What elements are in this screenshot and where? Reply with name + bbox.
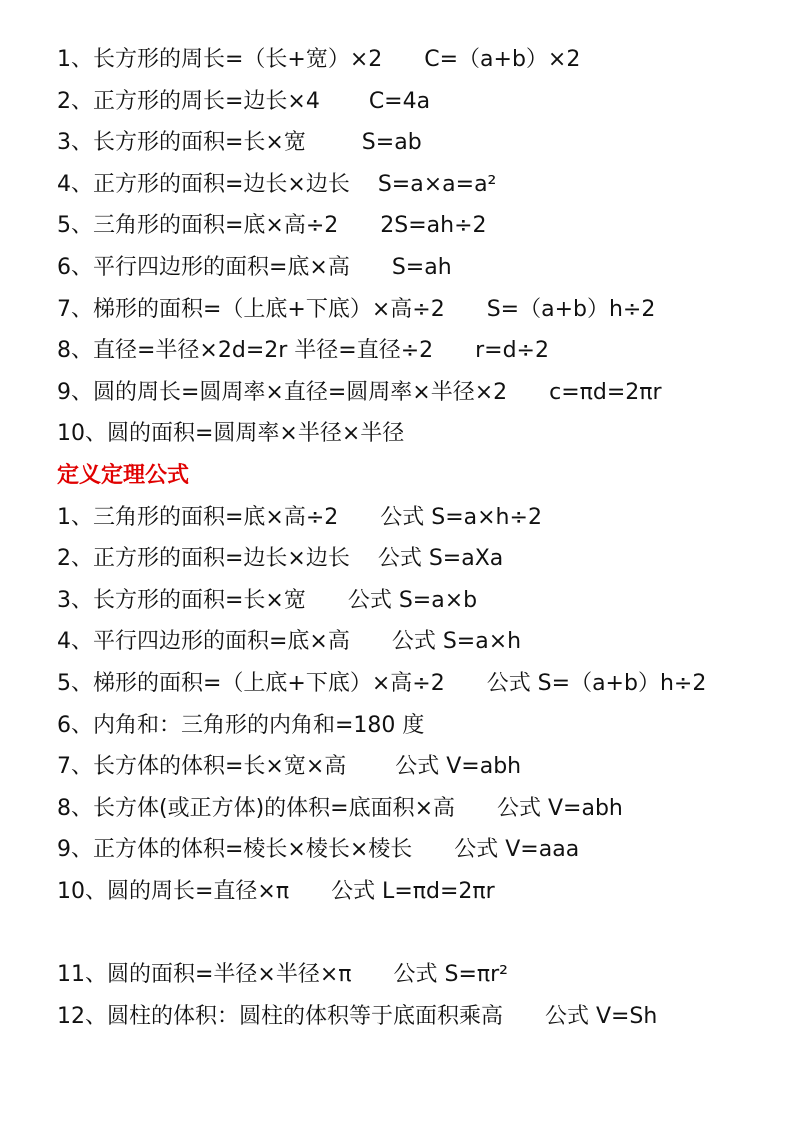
formula-line-1: 1、长方形的周长=（长+宽）×2 C=（a+b）×2 xyxy=(57,47,581,72)
definition-line-2: 2、正方形的面积=边长×边长 公式 S=aXa xyxy=(57,546,504,571)
section-heading: 定义定理公式 xyxy=(57,463,190,488)
definition-line-9: 9、正方体的体积=棱长×棱长×棱长 公式 V=aaa xyxy=(57,837,580,862)
formula-line-8: 8、直径=半径×2d=2r 半径=直径÷2 r=d÷2 xyxy=(57,338,549,363)
formula-line-5: 5、三角形的面积=底×高÷2 2S=ah÷2 xyxy=(57,213,487,238)
definition-line-6: 6、内角和：三角形的内角和=180 度 xyxy=(57,713,425,738)
formula-line-7: 7、梯形的面积=（上底+下底）×高÷2 S=（a+b）h÷2 xyxy=(57,297,656,322)
definition-line-3: 3、长方形的面积=长×宽 公式 S=a×b xyxy=(57,588,478,613)
formula-line-10: 10、圆的面积=圆周率×半径×半径 xyxy=(57,421,405,446)
definition-line-10: 10、圆的周长=直径×π 公式 L=πd=2πr xyxy=(57,879,495,904)
definition-line-5: 5、梯形的面积=（上底+下底）×高÷2 公式 S=（a+b）h÷2 xyxy=(57,671,707,696)
definition-line-4: 4、平行四边形的面积=底×高 公式 S=a×h xyxy=(57,629,522,654)
definition-line-1: 1、三角形的面积=底×高÷2 公式 S=a×h÷2 xyxy=(57,505,542,530)
definition-line-11: 11、圆的面积=半径×半径×π 公式 S=πr² xyxy=(57,962,509,987)
formula-line-2: 2、正方形的周长=边长×4 C=4a xyxy=(57,89,431,114)
formula-line-6: 6、平行四边形的面积=底×高 S=ah xyxy=(57,255,452,280)
definition-line-12: 12、圆柱的体积：圆柱的体积等于底面积乘高 公式 V=Sh xyxy=(57,1004,658,1029)
formula-line-4: 4、正方形的面积=边长×边长 S=a×a=a² xyxy=(57,172,497,197)
formula-line-3: 3、长方形的面积=长×宽 S=ab xyxy=(57,130,422,155)
definition-line-8: 8、长方体(或正方体)的体积=底面积×高 公式 V=abh xyxy=(57,796,623,821)
definition-line-7: 7、长方体的体积=长×宽×高 公式 V=abh xyxy=(57,754,522,779)
formula-line-9: 9、圆的周长=圆周率×直径=圆周率×半径×2 c=πd=2πr xyxy=(57,380,662,405)
